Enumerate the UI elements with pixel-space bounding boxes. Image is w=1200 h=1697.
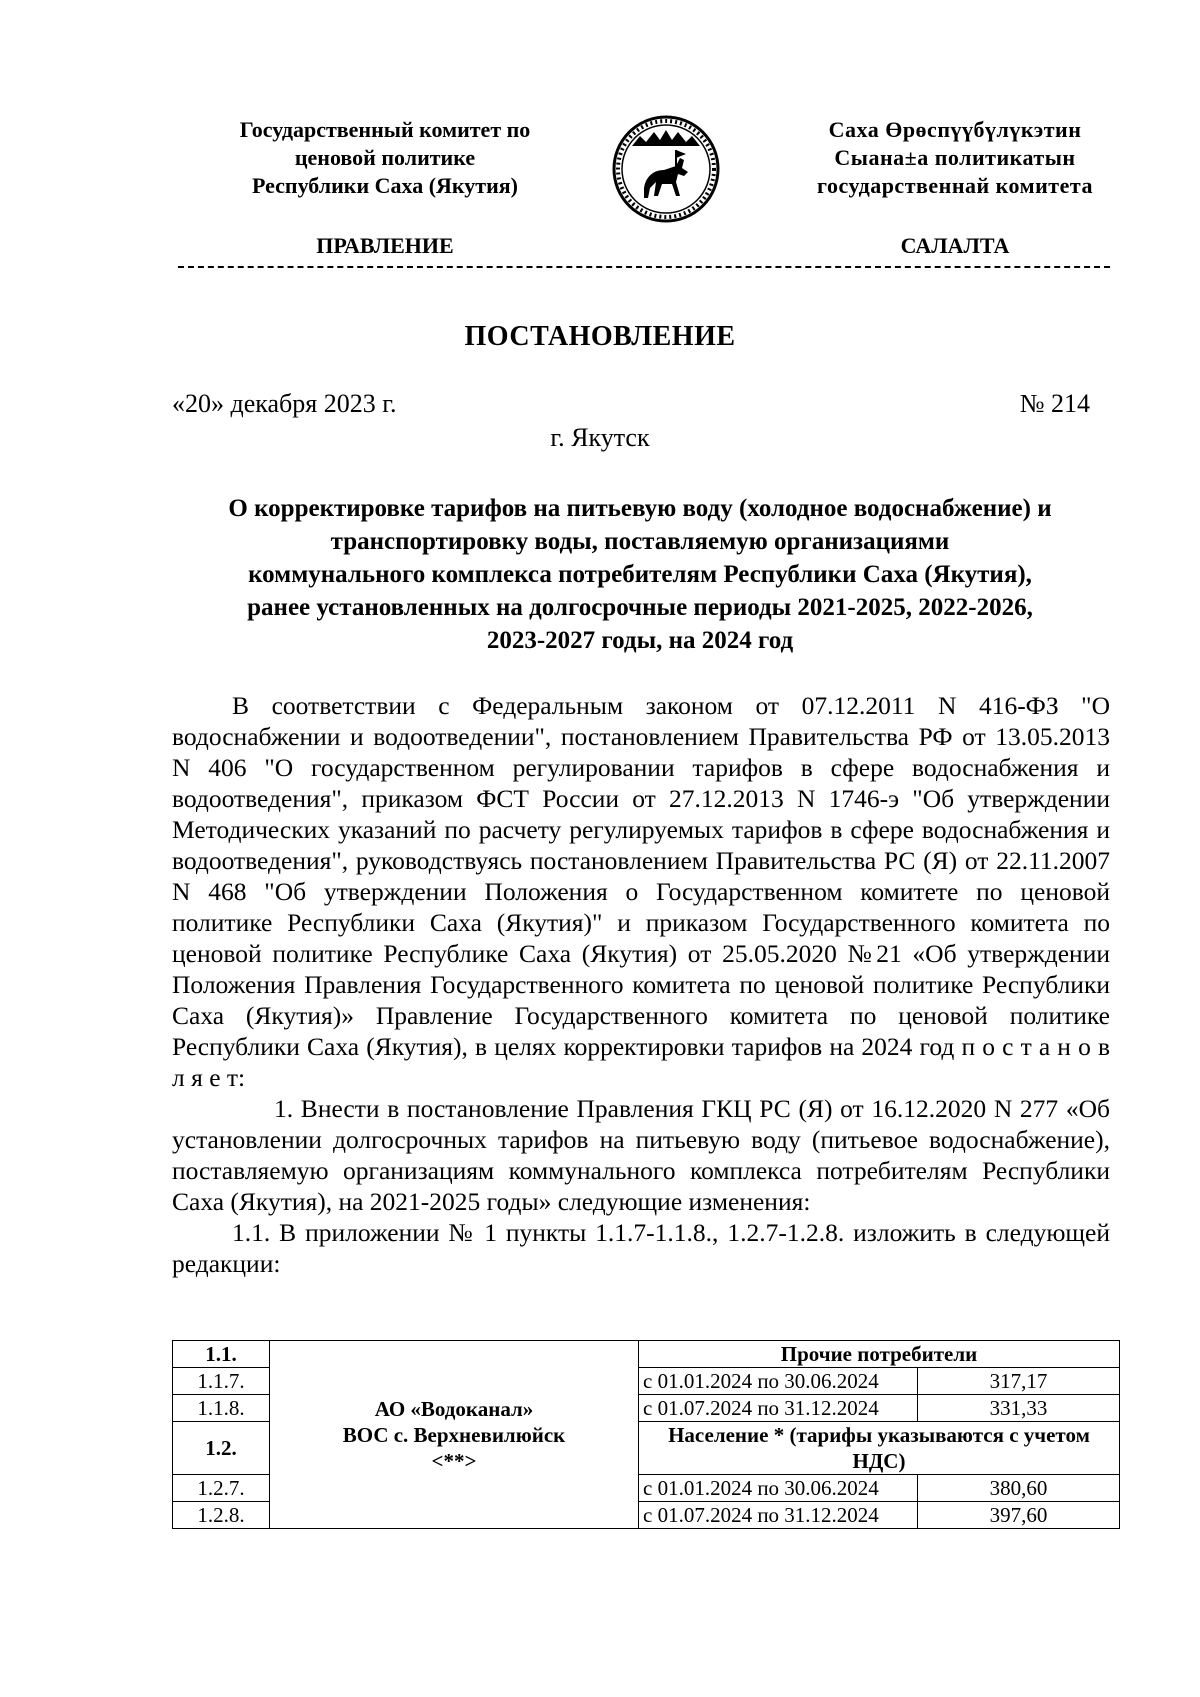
document-subject	[160, 492, 1120, 657]
coat-of-arms-emblem-icon	[610, 110, 722, 228]
item-1-1-paragraph: 1.1. В приложении № 1 пункты 1.1.7-1.1.8., 1.2.7-1.2.8. изложить в следующей редакции:	[172, 1218, 1110, 1278]
board-label-sah: САЛАЛТА	[900, 233, 1010, 258]
tariff-period: с 01.07.2024 по 31.12.2024	[639, 1502, 918, 1529]
document-number: № 214	[1019, 389, 1090, 418]
row-number: 1.1.8.	[173, 1395, 270, 1422]
tariff-value: 331,33	[918, 1395, 1120, 1422]
header-divider	[178, 266, 1110, 268]
document-city: г. Якутск	[550, 423, 650, 452]
issuer-line: Государственный комитет по	[239, 117, 531, 142]
item-1-paragraph: 1. Внести в постановление Правления ГКЦ РС (Я) от 16.12.2020 N 277 «Об установлении долгосрочных тарифов на питьевую воду (питьевое водоснабжение), поставляемую организациям коммунального комплекса потребителям Республики Саха (Якутия), на 2021-2025 годы» следующие изменения:	[172, 1094, 1110, 1216]
board-label-ru: ПРАВЛЕНИЕ	[316, 233, 454, 258]
tariff-value: 380,60	[918, 1475, 1120, 1502]
tariff-period: с 01.01.2024 по 30.06.2024	[639, 1368, 918, 1395]
issuer-name-ru	[190, 116, 580, 200]
group-heading: Прочие потребители	[639, 1341, 1120, 1368]
subject-line: коммунального комплекса потребителям Республики Саха (Якутия),	[248, 561, 1032, 588]
tariff-table	[172, 1340, 1120, 1529]
table-row	[173, 1341, 1120, 1368]
issuer-name-sah	[790, 116, 1120, 200]
issuer-line: Республики Саха (Якутия)	[251, 173, 519, 198]
organization-name: АО «Водоканал»	[374, 1396, 534, 1421]
issuer-line: Сыана±а политикатын	[834, 145, 1076, 170]
subject-line: 2023-2027 годы, на 2024 год	[486, 627, 794, 654]
row-number: 1.2.7.	[173, 1475, 270, 1502]
row-number: 1.2.8.	[173, 1502, 270, 1529]
organization-facility: ВОС с. Верхневилюйск	[342, 1422, 566, 1447]
preamble-paragraph: В соответствии с Федеральным законом от 07.12.2011 N 416-ФЗ "О водоснабжении и водоотведении", постановлением Правительства РФ от 13.05.2013 N 406 "О государственном регулировании тарифов в сфере водоснабжения и водоотведения", приказом ФСТ России от 27.12.2013 N 1746-э "Об утверждении Методических указаний по расчету регулируемых тарифов в сфере водоснабжения и водоотведения", руководствуясь постановлением Правительства РС (Я) от 22.11.2007 N 468 "Об утверждении Положения о Государственном комитете по ценовой политике Республики Саха (Якутия)" и приказом Государственного комитета по ценовой политике Республике Саха (Якутия) от 25.05.2020 №21 «Об утверждении Положения Правления Государственного комитета по ценовой политике Республики Саха (Якутия)» Правление Государственного комитета по ценовой политике Республики Саха (Якутия), в целях корректировки тарифов на 2024 год п о с т а н о в л я е т:	[172, 691, 1110, 1092]
document-date: «20» декабря 2023 г.	[172, 389, 397, 418]
organization-note: <**>	[431, 1448, 477, 1473]
tariff-period: с 01.01.2024 по 30.06.2024	[639, 1475, 918, 1502]
organization-cell	[270, 1341, 639, 1529]
document-body	[172, 690, 1110, 1279]
group-number: 1.1.	[173, 1341, 270, 1368]
tariff-period: с 01.07.2024 по 31.12.2024	[639, 1395, 918, 1422]
subject-line: ранее установленных на долгосрочные периоды 2021-2025, 2022-2026,	[247, 594, 1033, 621]
document-type-title: ПОСТАНОВЛЕНИЕ	[464, 321, 736, 352]
issuer-line: Саха Өрөспүүбүлүкэтин	[828, 117, 1082, 142]
tariff-value: 397,60	[918, 1502, 1120, 1529]
subject-line: транспортировку воды, поставляемую организациями	[330, 528, 950, 555]
tariff-value: 317,17	[918, 1368, 1120, 1395]
group-heading: Население * (тарифы указываются с учетом НДС)	[639, 1422, 1120, 1475]
issuer-line: ценовой политике	[294, 145, 476, 170]
subject-line: О корректировке тарифов на питьевую воду (холодное водоснабжение) и	[228, 495, 1052, 522]
row-number: 1.1.7.	[173, 1368, 270, 1395]
group-number: 1.2.	[173, 1422, 270, 1475]
issuer-line: государственнай комитета	[817, 173, 1093, 198]
